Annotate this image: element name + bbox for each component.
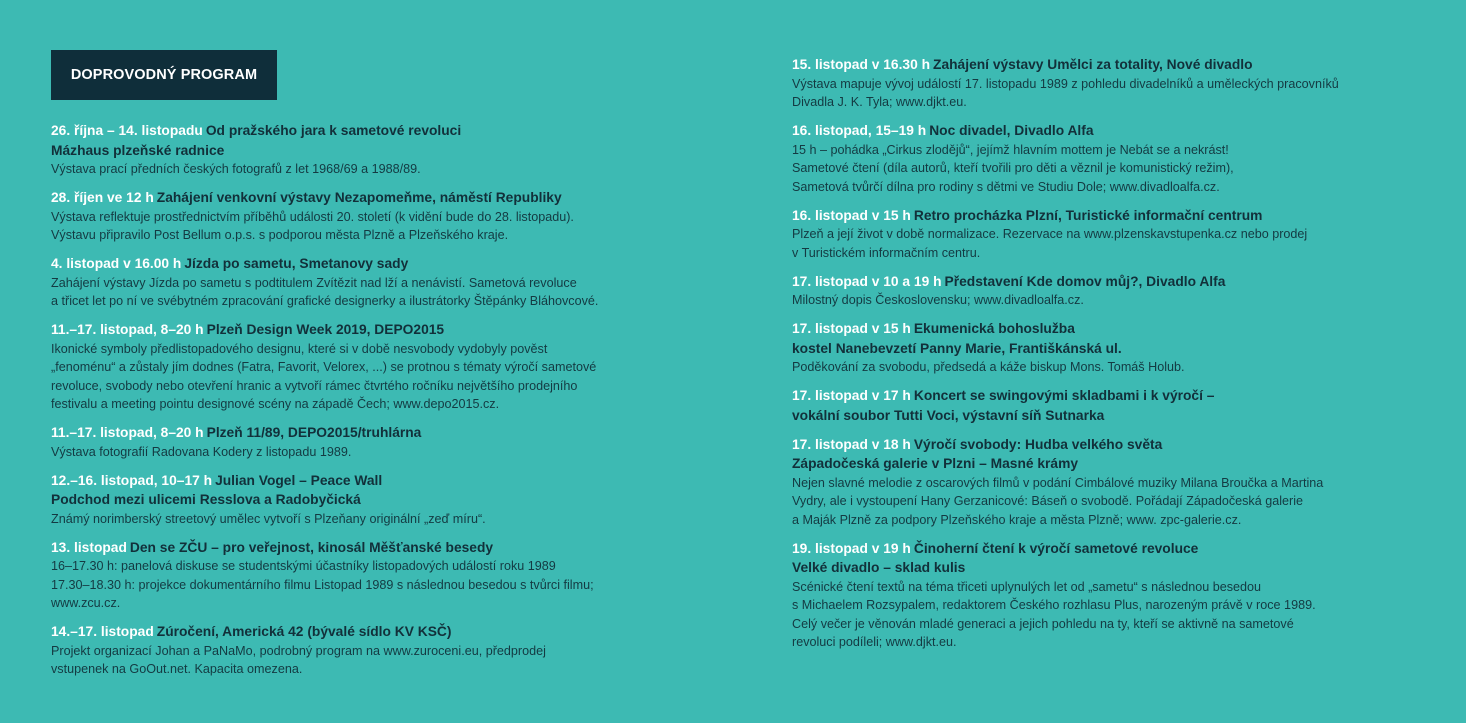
event-description-line: Zahájení výstavy Jízda po sametu s podtitulem Zvítězit nad lží a nenávistí. Sametová revoluce — [51, 275, 577, 290]
event-title-line — [792, 272, 1452, 292]
event-description-line: v Turistickém informačním centru. — [792, 245, 981, 260]
event-title-line — [792, 319, 1452, 339]
event-title-line — [51, 423, 741, 443]
event-item — [792, 206, 1452, 263]
event-description-line: festivalu a meeting pointu designové scény na západě Čech; www.depo2015.cz. — [51, 397, 500, 411]
event-item — [51, 423, 741, 461]
event-title: Zúročení, Americká 42 (bývalé sídlo KV KSČ) — [156, 624, 452, 639]
event-venue: Podchod mezi ulicemi Resslova a Radobyčická — [51, 492, 361, 507]
event-description-line: Sametová tvůrčí dílna pro rodiny s dětmi ve Studiu Dole; www.divadloalfa.cz. — [792, 179, 1220, 194]
event-item — [792, 272, 1452, 310]
section-header — [51, 50, 277, 100]
right-column-events — [792, 55, 1452, 661]
event-description-line: Vydry, ale i vystoupení Hany Gerzanicové: Báseň o svobodě. Pořádají Západočeská galerie — [792, 494, 1304, 508]
event-description-line: revoluce, svobody nebo otevření hranic a vytvoří rámec čtvrtého ročníku největšího prodejního — [51, 378, 578, 393]
event-venue: Velké divadlo – sklad kulis — [792, 560, 966, 575]
event-title-line — [51, 320, 741, 340]
event-item — [51, 622, 741, 679]
event-date: 14.–17. listopad — [51, 624, 154, 639]
event-date: 26. října – 14. listopadu — [51, 123, 203, 138]
event-description-line: „fenoménu“ a zůstaly jím dodnes (Fatra, Favorit, Velorex, ...) se protnou s tématy výročí sametové — [51, 360, 597, 374]
event-date: 17. listopad v 10 a 19 h — [792, 273, 942, 289]
event-description-line: Poděkování za svobodu, předsedá a káže biskup Mons. Tomáš Holub. — [792, 360, 1185, 374]
event-title: Jízda po sametu, Smetanovy sady — [184, 256, 409, 271]
event-date: 17. listopad v 15 h — [792, 321, 911, 336]
event-title-line — [792, 435, 1452, 455]
event-title: Plzeň 11/89, DEPO2015/truhlárna — [206, 425, 422, 440]
event-item — [792, 386, 1452, 425]
event-item — [792, 55, 1452, 112]
event-item — [51, 320, 741, 414]
event-title-line — [792, 539, 1452, 559]
event-description-line: Celý večer je věnován mladé generaci a jejich pohledu na ty, kteří se aktivně na sametové — [792, 616, 1294, 631]
event-description-line: Milostný dopis Československu; www.divadloalfa.cz. — [792, 293, 1084, 307]
event-description-line: Scénické čtení textů na téma třiceti uplynulých let od „sametu“ s následnou besedou — [792, 579, 1262, 594]
event-title-line — [51, 622, 741, 642]
event-title: Od pražského jara k sametové revoluci — [205, 123, 462, 138]
event-description-line: Sametové čtení (díla autorů, kteří tvořili pro děti a věznil je komunistický režim), — [792, 161, 1234, 175]
event-description-line: Výstavu připravilo Post Bellum o.p.s. s podporou města Plzně a Plzeňského kraje. — [51, 228, 509, 242]
event-title-line — [51, 538, 741, 558]
event-description-line: Divadla J. K. Tyla; www.djkt.eu. — [792, 95, 967, 109]
event-description-line: Výstava mapuje vývoj událostí 17. listopadu 1989 z pohledu divadelníků a uměleckých pracovníků — [792, 76, 1339, 91]
event-date: 4. listopad v 16.00 h — [51, 256, 182, 271]
event-item — [51, 538, 741, 613]
event-description-line: a třicet let po ní ve svébytném zpracování grafické designerky a ilustrátorky Štěpánky Bláhovcové. — [51, 294, 599, 308]
event-description-line: Výstava prací předních českých fotografů z let 1968/69 a 1988/89. — [51, 162, 421, 176]
event-title: Výročí svobody: Hudba velkého světa — [913, 436, 1163, 452]
event-title: Činoherní čtení k výročí sametové revoluce — [913, 540, 1199, 556]
event-description-line: s Michaelem Rozsypalem, redaktorem Českého rozhlasu Plus, narozeným právě v roce 1989. — [792, 598, 1316, 612]
event-description-line: www.zcu.cz. — [51, 596, 121, 610]
event-date: 11.–17. listopad, 8–20 h — [51, 425, 204, 440]
event-description-line: Plzeň a její život v době normalizace. Rezervace na www.plzenskavstupenka.cz nebo prodej — [792, 227, 1308, 241]
event-description-line: Projekt organizací Johan a PaNaMo, podrobný program na www.zuroceni.eu, předprodej — [51, 643, 546, 658]
event-item — [792, 435, 1452, 530]
event-item — [792, 539, 1452, 652]
event-description-line: vstupenek na GoOut.net. Kapacita omezena. — [51, 662, 303, 676]
event-date: 12.–16. listopad, 10–17 h — [51, 472, 213, 488]
event-title-line — [51, 121, 741, 141]
event-date: 15. listopad v 16.30 h — [792, 57, 931, 72]
event-venue: Mázhaus plzeňské radnice — [51, 142, 225, 158]
event-description-line: Ikonické symboly předlistopadového designu, které si v době nesvobody vydobyly pověst — [51, 341, 548, 356]
event-description-line: revoluci podíleli; www.djkt.eu. — [792, 635, 957, 649]
event-date: 17. listopad v 17 h — [792, 388, 911, 403]
event-description-line: Známý norimberský streetový umělec vytvoří s Plzeňany originální „zeď míru“. — [51, 511, 486, 526]
event-title: Plzeň Design Week 2019, DEPO2015 — [206, 322, 445, 337]
event-date: 19. listopad v 19 h — [792, 540, 911, 556]
event-title: Julian Vogel – Peace Wall — [215, 472, 383, 488]
event-title: Den se ZČU – pro veřejnost, kinosál Měšťanské besedy — [129, 539, 494, 555]
event-item — [792, 319, 1452, 377]
event-item — [51, 188, 741, 245]
event-title-line — [51, 188, 741, 208]
left-column-events — [51, 121, 741, 688]
event-title: Ekumenická bohoslužba — [913, 321, 1075, 336]
section-header-title: DOPROVODNÝ PROGRAM — [70, 67, 258, 83]
event-date: 28. říjen ve 12 h — [51, 190, 154, 205]
event-title: Noc divadel, Divadlo Alfa — [929, 123, 1094, 138]
event-title: Koncert se swingovými skladbami i k výročí – — [913, 388, 1215, 403]
event-title-line — [792, 55, 1452, 75]
event-description-line: a Maják Plzně za podpory Plzeňského kraje a města Plzně; www. zpc-galerie.cz. — [792, 512, 1242, 527]
event-title: Zahájení výstavy Umělci za totality, Nové divadlo — [933, 57, 1253, 72]
event-venue: Západočeská galerie v Plzni – Masné krámy — [792, 456, 1079, 471]
event-title-line — [51, 254, 741, 274]
event-item — [792, 121, 1452, 196]
event-venue: vokální soubor Tutti Voci, výstavní síň Sutnarka — [792, 407, 1105, 423]
event-item — [51, 121, 741, 179]
event-description-line: 15 h – pohádka „Cirkus zlodějů“, jejímž hlavním mottem je Nebát se a nekrást! — [792, 142, 1229, 157]
event-description-line: 17.30–18.30 h: projekce dokumentárního filmu Listopad 1989 s následnou besedou s tvůrci filmu; — [51, 577, 594, 592]
event-title: Představení Kde domov můj?, Divadlo Alfa — [944, 273, 1226, 289]
event-date: 13. listopad — [51, 539, 127, 555]
event-description-line: Nejen slavné melodie z oscarových filmů v podání Cimbálové muziky Milana Broučka a Martina — [792, 475, 1324, 490]
event-item — [51, 471, 741, 529]
event-venue: kostel Nanebevzetí Panny Marie, Františkánská ul. — [792, 340, 1122, 356]
event-title-line — [792, 121, 1452, 141]
event-date: 16. listopad, 15–19 h — [792, 123, 927, 138]
event-title: Zahájení venkovní výstavy Nezapomeňme, náměstí Republiky — [156, 190, 562, 205]
event-title: Retro procházka Plzní, Turistické informační centrum — [913, 207, 1263, 223]
event-date: 17. listopad v 18 h — [792, 436, 911, 452]
event-title-line — [51, 471, 741, 491]
event-title-line — [792, 206, 1452, 226]
event-date: 11.–17. listopad, 8–20 h — [51, 322, 204, 337]
event-date: 16. listopad v 15 h — [792, 207, 911, 223]
event-description-line: Výstava reflektuje prostřednictvím příběhů události 20. století (k vidění bude do 28. listopadu). — [51, 209, 574, 224]
event-title-line — [792, 386, 1452, 406]
event-description-line: Výstava fotografií Radovana Kodery z listopadu 1989. — [51, 444, 352, 459]
event-item — [51, 254, 741, 311]
event-description-line: 16–17.30 h: panelová diskuse se studentskými účastníky listopadových událostí roku 1989 — [51, 559, 556, 573]
